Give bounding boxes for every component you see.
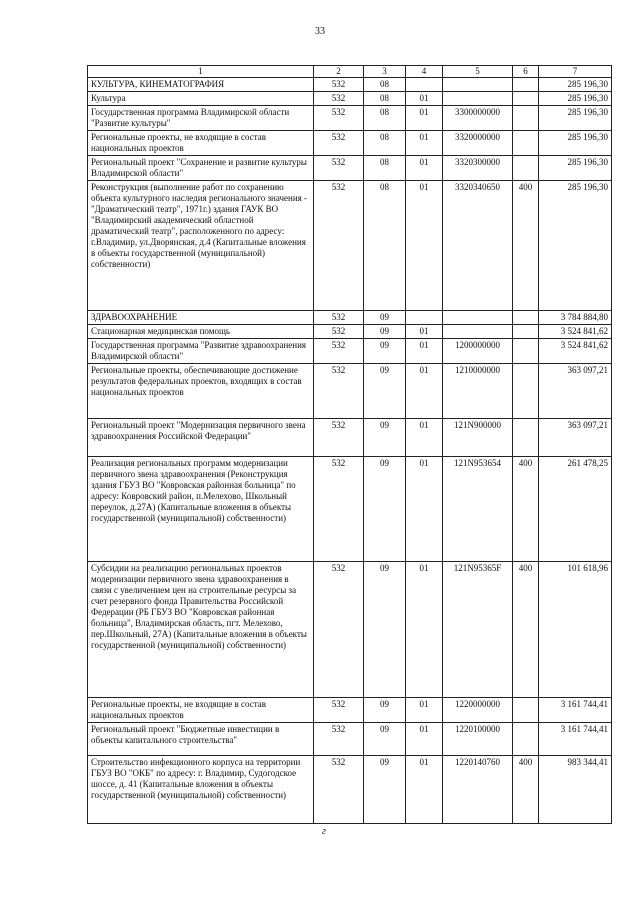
cell-section: 08 [364,78,406,92]
cell-subsection: 01 [406,325,443,339]
cell-expense-type [513,339,539,364]
cell-subsection: 01 [406,756,443,824]
cell-grbs: 532 [314,106,364,131]
cell-sum: 285 196,30 [539,78,612,92]
cell-grbs: 532 [314,131,364,156]
cell-grbs: 532 [314,562,364,698]
cell-name: Региональные проекты, обеспечивающие достижение результатов федеральных проектов, входящих в состав национальных проектов [88,364,314,419]
cell-expense-type [513,325,539,339]
cell-name: Региональный проект "Сохранение и развитие культуры Владимирской области" [88,156,314,181]
cell-sum: 285 196,30 [539,106,612,131]
cell-sum: 3 161 744,41 [539,723,612,756]
budget-table [87,65,612,824]
cell-sum: 285 196,30 [539,131,612,156]
cell-sum: 3 524 841,62 [539,325,612,339]
cell-subsection: 01 [406,698,443,723]
cell-section: 09 [364,325,406,339]
cell-grbs: 532 [314,78,364,92]
cell-expense-type: 400 [513,756,539,824]
cell-grbs: 532 [314,92,364,106]
cell-section: 08 [364,131,406,156]
cell-expense-type [513,419,539,457]
cell-section: 09 [364,457,406,562]
cell-subsection: 01 [406,339,443,364]
cell-target-article: 1220000000 [443,698,513,723]
cell-name: Субсидии на реализацию региональных проектов модернизации первичного звена здравоохранения в связи с увеличением цен на строительные ресурсы за счет резервного фонда Правительства Российской Федерации (РБ ГБУЗ ВО "Ковровская районная больница", Владимирская область, пгт. Мелехово, пер.Школьный, 27А) (Капитальные вложения в объекты государственной (муниципальной) собственности) [88,562,314,698]
cell-section: 08 [364,92,406,106]
cell-name: Региональные проекты, не входящие в состав национальных проектов [88,131,314,156]
cell-expense-type [513,311,539,325]
cell-sum: 101 618,96 [539,562,612,698]
header-col-3: 3 [364,66,406,78]
table-row [88,131,612,156]
cell-grbs: 532 [314,156,364,181]
header-col-2: 2 [314,66,364,78]
table-row [88,364,612,419]
cell-name: Региональный проект "Модернизация первичного звена здравоохранения Российской Федерации" [88,419,314,457]
cell-subsection: 01 [406,562,443,698]
cell-name: Региональные проекты, не входящие в состав национальных проектов [88,698,314,723]
cell-name: КУЛЬТУРА, КИНЕМАТОГРАФИЯ [88,78,314,92]
cell-expense-type: 400 [513,457,539,562]
header-col-7: 7 [539,66,612,78]
cell-subsection: 01 [406,723,443,756]
cell-subsection: 01 [406,92,443,106]
header-col-6: 6 [513,66,539,78]
cell-subsection: 01 [406,364,443,419]
cell-sum: 3 524 841,62 [539,339,612,364]
cell-name: Государственная программа Владимирской области "Развитие культуры" [88,106,314,131]
cell-subsection: 01 [406,106,443,131]
cell-section: 09 [364,311,406,325]
table-row [88,756,612,824]
cell-grbs: 532 [314,723,364,756]
cell-grbs: 532 [314,457,364,562]
cell-target-article: 3320300000 [443,156,513,181]
cell-sum: 3 161 744,41 [539,698,612,723]
cell-subsection [406,78,443,92]
table-row [88,156,612,181]
table-row [88,106,612,131]
table-row [88,339,612,364]
cell-section: 09 [364,698,406,723]
cell-section: 09 [364,419,406,457]
cell-target-article: 1210000000 [443,364,513,419]
cell-section: 09 [364,339,406,364]
cell-expense-type [513,364,539,419]
cell-section: 09 [364,562,406,698]
cell-sum: 285 196,30 [539,181,612,311]
cell-sum: 285 196,30 [539,92,612,106]
table-row [88,723,612,756]
cell-name: Реконструкция (выполнение работ по сохранению объекта культурного наследия регионального значения - "Драматический театр", 1971г.) здания ГАУК ВО "Владимирский академический областной драматический театр", расположенного по адресу: г.Владимир, ул.Дворянская, д.4 (Капитальные вложения в объекты государственной (муниципальной) собственности) [88,181,314,311]
cell-target-article: 3300000000 [443,106,513,131]
table-row [88,181,612,311]
cell-section: 09 [364,723,406,756]
cell-expense-type [513,106,539,131]
cell-subsection: 01 [406,419,443,457]
cell-sum: 3 784 884,80 [539,311,612,325]
cell-sum: 261 478,25 [539,457,612,562]
header-row [88,66,612,78]
cell-subsection: 01 [406,156,443,181]
cell-grbs: 532 [314,364,364,419]
header-col-4: 4 [406,66,443,78]
cell-target-article: 3320340650 [443,181,513,311]
cell-name: Строительство инфекционного корпуса на территории ГБУЗ ВО "ОКБ" по адресу: г. Владимир, Судогодское шоссе, д. 41 (Капитальные вложения в объекты государственной (муниципальной) собственности) [88,756,314,824]
cell-expense-type [513,92,539,106]
table-row [88,698,612,723]
cell-target-article: 1220140760 [443,756,513,824]
cell-section: 08 [364,156,406,181]
table-row [88,419,612,457]
cell-name: Стационарная медицинская помощь [88,325,314,339]
table-row [88,562,612,698]
cell-name: Региональный проект "Бюджетные инвестиции в объекты капитального строительства" [88,723,314,756]
cell-target-article: 1220100000 [443,723,513,756]
cell-target-article [443,92,513,106]
cell-section: 08 [364,181,406,311]
cell-expense-type: 400 [513,562,539,698]
table-row [88,325,612,339]
cell-name: Государственная программа "Развитие здравоохранения Владимирской области" [88,339,314,364]
cell-sum: 363 097,21 [539,364,612,419]
cell-expense-type [513,131,539,156]
cell-subsection: 01 [406,181,443,311]
cell-expense-type: 400 [513,181,539,311]
footer-mark: г [322,826,326,837]
header-col-1: 1 [88,66,314,78]
cell-grbs: 532 [314,325,364,339]
cell-sum: 363 097,21 [539,419,612,457]
cell-name: Культура [88,92,314,106]
table-row [88,457,612,562]
header-col-5: 5 [443,66,513,78]
cell-expense-type [513,723,539,756]
cell-grbs: 532 [314,698,364,723]
cell-section: 09 [364,756,406,824]
cell-subsection: 01 [406,457,443,562]
cell-grbs: 532 [314,756,364,824]
cell-grbs: 532 [314,419,364,457]
cell-subsection: 01 [406,131,443,156]
cell-subsection [406,311,443,325]
table-row [88,78,612,92]
cell-expense-type [513,156,539,181]
table-row [88,92,612,106]
cell-target-article: 121N95365F [443,562,513,698]
cell-sum: 983 344,41 [539,756,612,824]
cell-grbs: 532 [314,339,364,364]
cell-section: 08 [364,106,406,131]
cell-expense-type [513,698,539,723]
cell-sum: 285 196,30 [539,156,612,181]
cell-target-article [443,325,513,339]
cell-name: Реализация региональных программ модернизации первичного звена здравоохранения (Реконструкция здания ГБУЗ ВО "Ковровская районная больница" по адресу: Ковровский район, п.Мелехово, Школьный переулок, д.27А) (Капитальные вложения в объекты государственной (муниципальной) собственности) [88,457,314,562]
page-number: 33 [315,26,325,37]
cell-target-article: 1200000000 [443,339,513,364]
cell-target-article: 3320000000 [443,131,513,156]
cell-target-article [443,311,513,325]
cell-target-article [443,78,513,92]
cell-grbs: 532 [314,311,364,325]
cell-expense-type [513,78,539,92]
cell-grbs: 532 [314,181,364,311]
table-row [88,311,612,325]
cell-section: 09 [364,364,406,419]
cell-target-article: 121N900000 [443,419,513,457]
cell-target-article: 121N953654 [443,457,513,562]
cell-name: ЗДРАВООХРАНЕНИЕ [88,311,314,325]
